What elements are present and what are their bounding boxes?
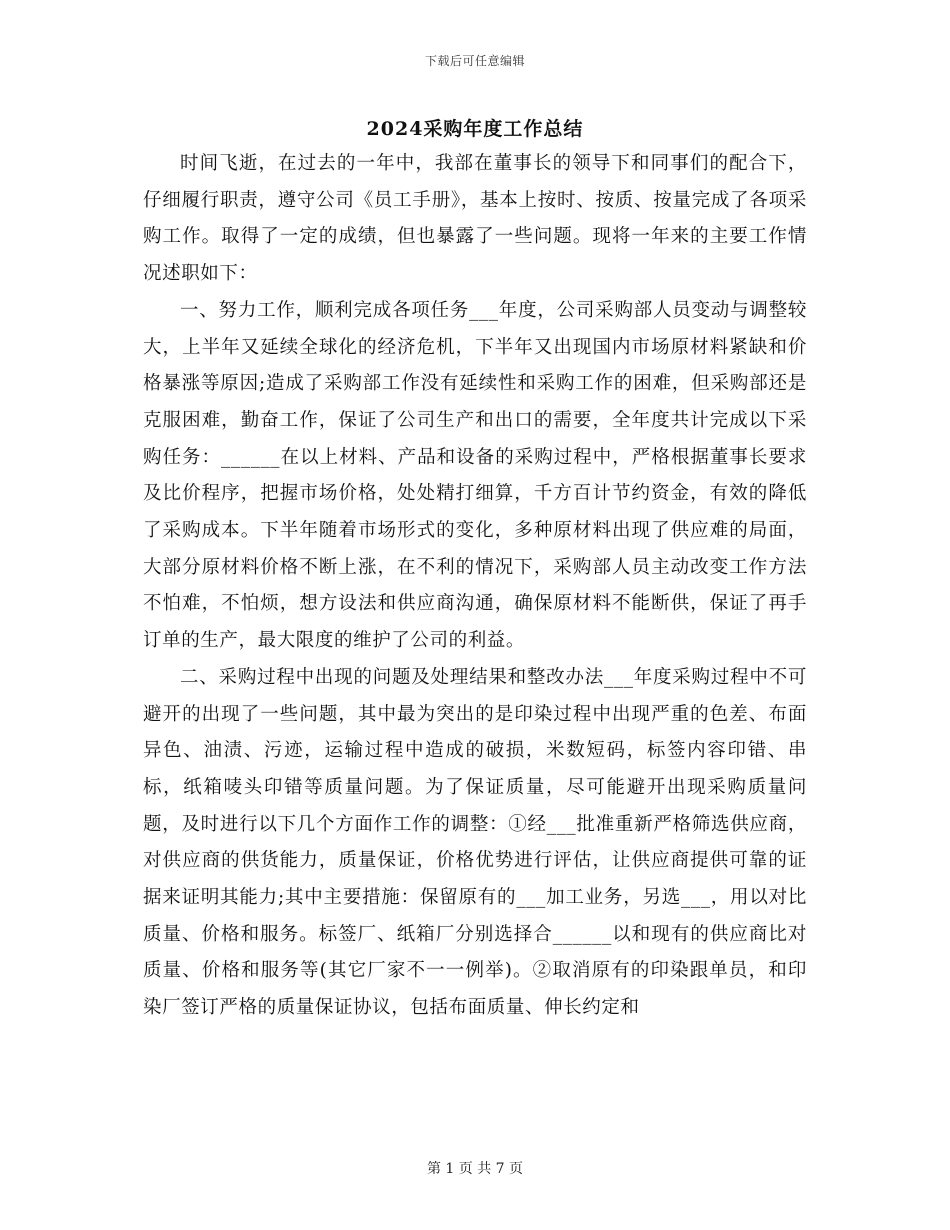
paragraph-intro: 时间飞逝，在过去的一年中，我部在董事长的领导下和同事们的配合下，仔细履行职责，遵守公司《员工手册》，基本上按时、按质、按量完成了各项采购工作。取得了一定的成绩，但也暴露了一些问题。现将一年来的主要工作情况述职如下：: [143, 153, 807, 285]
document-title: 2024采购年度工作总结: [366, 118, 584, 140]
paragraph-section-2: 二、采购过程中出现的问题及处理结果和整改办法___年度采购过程中不可避开的出现了一些问题，其中最为突出的是印染过程中出现严重的色差、布面异色、油渍、污迹，运输过程中造成的破损，米数短码，标签内容印错、串标，纸箱唛头印错等质量问题。为了保证质量，尽可能避开出现采购质量问题，及时进行以下几个方面作工作的调整：①经___批准重新严格筛选供应商，对供应商的供货能力，质量保证，价格优势进行评估，让供应商提供可靠的证据来证明其能力;其中主要措施：保留原有的___加工业务，另选___，用以对比质量、价格和服务。标签厂、纸箱厂分别选择合______以和现有的供应商比对质量、价格和服务等(其它厂家不一一例举)。②取消原有的印染跟单员，和印染厂签订严格的质量保证协议，包括布面质量、伸长约定和: [143, 666, 807, 1019]
page-number-footer: 第 1 页 共 7 页: [426, 1161, 524, 1177]
paragraph-section-1: 一、努力工作，顺利完成各项任务___年度，公司采购部人员变动与调整较大，上半年又延续全球化的经济危机，下半年又出现国内市场原材料紧缺和价格暴涨等原因;造成了采购部工作没有延续性和采购工作的困难，但采购部还是克服困难，勤奋工作，保证了公司生产和出口的需要，全年度共计完成以下采购任务：______在以上材料、产品和设备的采购过程中，严格根据董事长要求及比价程序，把握市场价格，处处精打细算，千方百计节约资金，有效的降低了采购成本。下半年随着市场形式的变化，多种原材料出现了供应难的局面，大部分原材料价格不断上涨，在不利的情况下，采购部人员主动改变工作方法不怕难，不怕烦，想方设法和供应商沟通，确保原材料不能断供，保证了再手订单的生产，最大限度的维护了公司的利益。: [143, 299, 807, 652]
page-header-note: 下载后可任意编辑: [424, 54, 525, 68]
document-body: [143, 146, 807, 1027]
